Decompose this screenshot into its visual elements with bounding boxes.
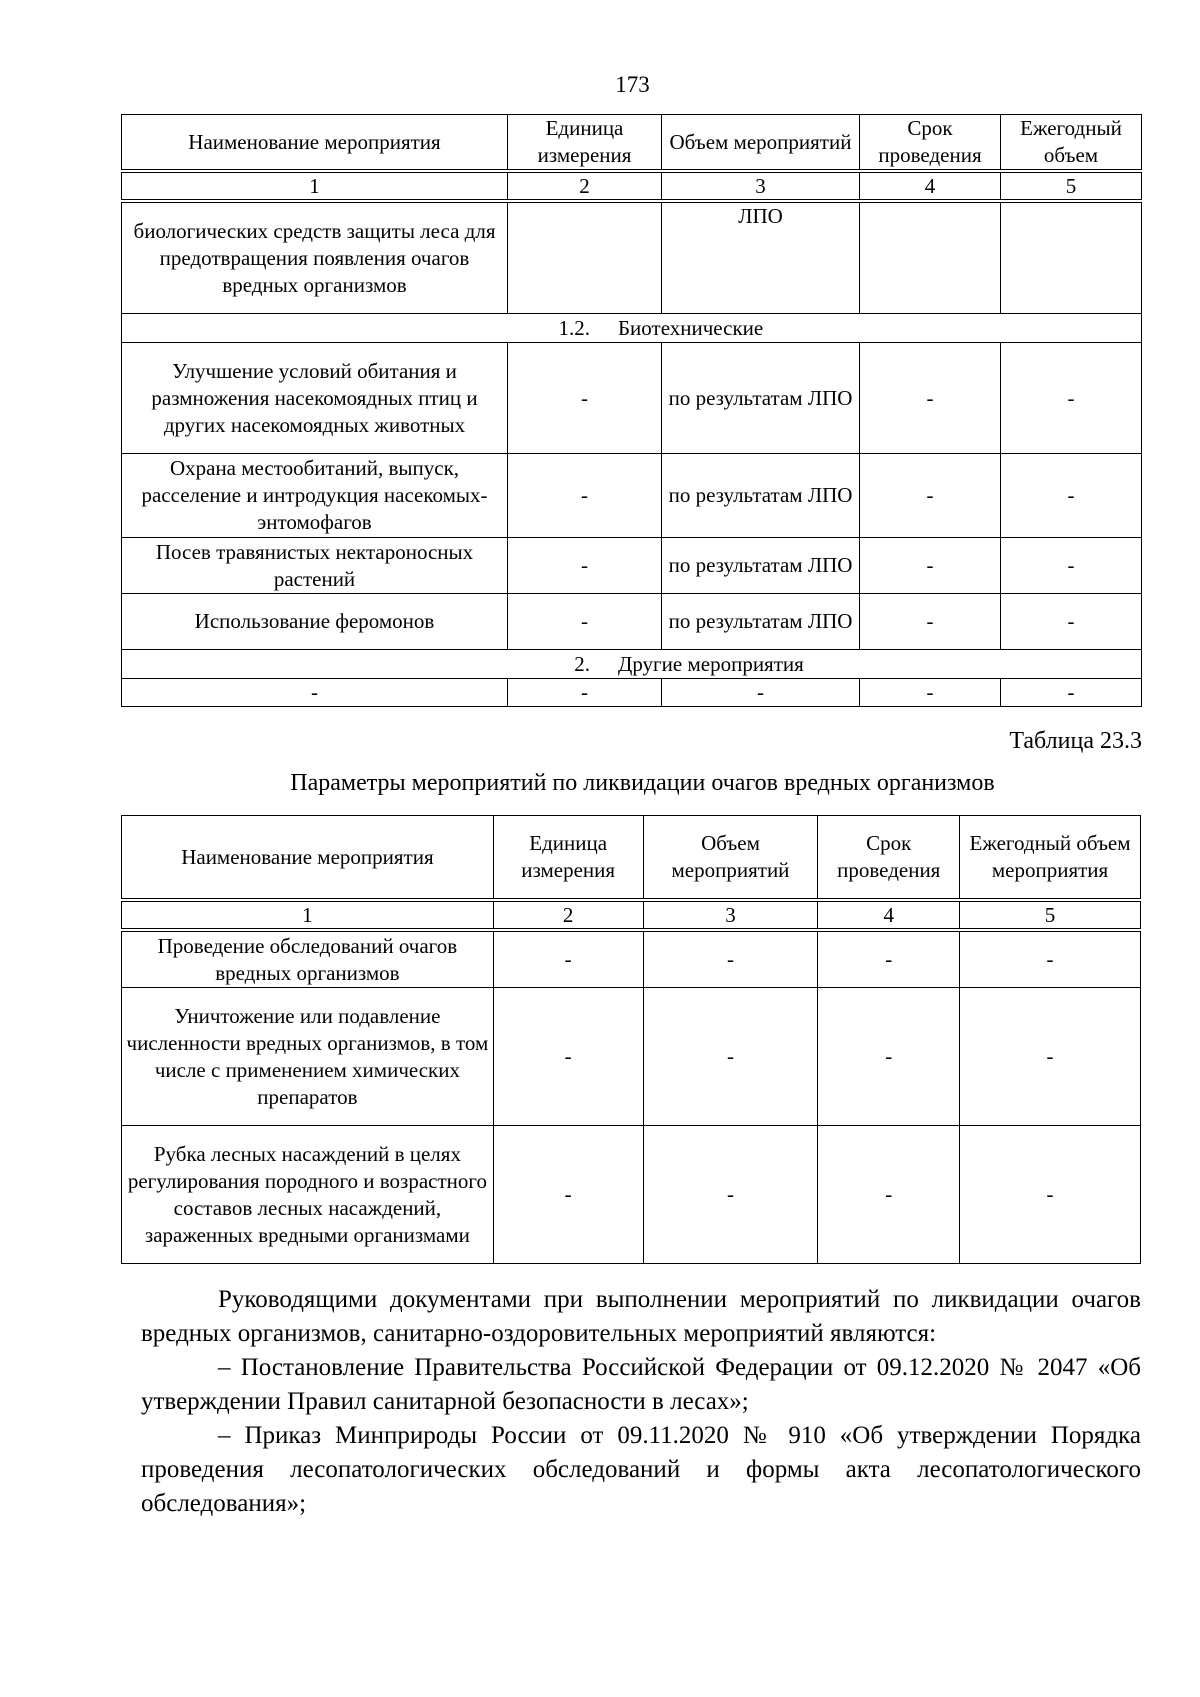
section-heading [122,314,1142,343]
measure-name: Охрана местообитаний, выпуск, расселение и интродукция насекомых-энтомофагов [122,454,508,538]
annual-cell: - [1001,538,1142,594]
section-number: 2. [574,651,590,676]
table-row [122,988,1141,1126]
period-cell: - [860,343,1001,454]
column-number-row [122,171,1142,201]
column-number: 1 [122,900,494,930]
table-row [122,201,1142,314]
volume-cell: - [643,988,818,1126]
section-number: 1.2. [558,315,590,340]
column-number: 5 [1001,171,1142,201]
column-number: 1 [122,171,508,201]
section-row [122,650,1142,679]
volume-cell: по результатам ЛПО [662,538,860,594]
header-cell: Единица измерения [493,816,643,901]
paragraph-item-1: – Постановление Правительства Российской Федерации от 09.12.2020 № 2047 «Об утверждении Правил санитарной безопасности в лесах»; [141,1354,1141,1415]
header-cell: Объем мероприятий [643,816,818,901]
volume-cell: по результатам ЛПО [662,594,860,650]
table-caption: Таблица 23.3 [1009,728,1142,754]
annual-cell: - [960,1126,1141,1264]
unit-cell: - [493,988,643,1126]
measure-name: Улучшение условий обитания и размножения насекомоядных птиц и других насекомоядных животных [122,343,508,454]
period-cell: - [818,930,960,988]
section-title: Другие мероприятия [618,651,804,676]
column-number-row [122,900,1141,930]
measure-name: Использование феромонов [122,594,508,650]
volume-cell: - [662,679,860,707]
unit-cell: - [508,679,662,707]
measure-name: биологических средств защиты леса для предотвращения появления очагов вредных организмов [122,201,508,314]
annual-cell: - [1001,594,1142,650]
table-row [122,1126,1141,1264]
measure-name: Уничтожение или подавление численности вредных организмов, в том числе с применением химических препаратов [122,988,494,1126]
table-row [122,679,1142,707]
unit-cell [508,201,662,314]
volume-cell: по результатам ЛПО [662,343,860,454]
page-number: 173 [615,72,650,97]
period-cell: - [860,679,1001,707]
column-number: 2 [508,171,662,201]
column-number: 4 [818,900,960,930]
table-row [122,454,1142,538]
section-heading [122,650,1142,679]
annual-cell: - [960,930,1141,988]
period-cell: - [860,538,1001,594]
header-cell: Единица измерения [508,115,662,172]
unit-cell: - [508,454,662,538]
section-title: Биотехнические [618,315,764,340]
header-cell: Срок проведения [860,115,1001,172]
unit-cell: - [493,1126,643,1264]
column-number: 4 [860,171,1001,201]
measure-name: - [122,679,508,707]
paragraph-intro: Руководящими документами при выполнении мероприятий по ликвидации очагов вредных организмов, санитарно-оздоровительных мероприятий являются: [141,1286,1141,1347]
header-cell: Ежегодный объем мероприятия [960,816,1141,901]
column-number: 2 [493,900,643,930]
period-cell: - [818,988,960,1126]
header-cell: Срок проведения [818,816,960,901]
measures-table-continued [121,114,1142,707]
volume-cell: ЛПО [662,201,860,314]
table-row [122,594,1142,650]
measure-name: Рубка лесных насаждений в целях регулирования породного и возрастного составов лесных насаждений, зараженных вредными организмами [122,1126,494,1264]
header-cell: Объем мероприятий [662,115,860,172]
period-cell [860,201,1001,314]
unit-cell: - [508,538,662,594]
measure-name: Посев травянистых нектароносных растений [122,538,508,594]
annual-cell [1001,201,1142,314]
paragraph-item-2: – Приказ Минприроды России от 09.11.2020 № 910 «Об утверждении Порядка проведения лесопатологических обследований и формы акта лесопатологического обследования»; [141,1422,1141,1517]
volume-cell: по результатам ЛПО [662,454,860,538]
period-cell: - [860,594,1001,650]
annual-cell: - [1001,454,1142,538]
header-cell: Ежегодный объем [1001,115,1142,172]
section-row [122,314,1142,343]
header-cell: Наименование мероприятия [122,115,508,172]
annual-cell: - [1001,679,1142,707]
period-cell: - [860,454,1001,538]
table-header-row [122,816,1141,901]
table-title: Параметры мероприятий по ликвидации очагов вредных организмов [290,770,995,796]
volume-cell: - [643,930,818,988]
table-row [122,930,1141,988]
table-row [122,343,1142,454]
unit-cell: - [508,343,662,454]
annual-cell: - [1001,343,1142,454]
column-number: 3 [643,900,818,930]
table-row [122,538,1142,594]
unit-cell: - [508,594,662,650]
period-cell: - [818,1126,960,1264]
annual-cell: - [960,988,1141,1126]
unit-cell: - [493,930,643,988]
table-header-row [122,115,1142,172]
measure-name: Проведение обследований очагов вредных организмов [122,930,494,988]
column-number: 3 [662,171,860,201]
pest-elimination-table [121,815,1141,1264]
column-number: 5 [960,900,1141,930]
header-cell: Наименование мероприятия [122,816,494,901]
volume-cell: - [643,1126,818,1264]
